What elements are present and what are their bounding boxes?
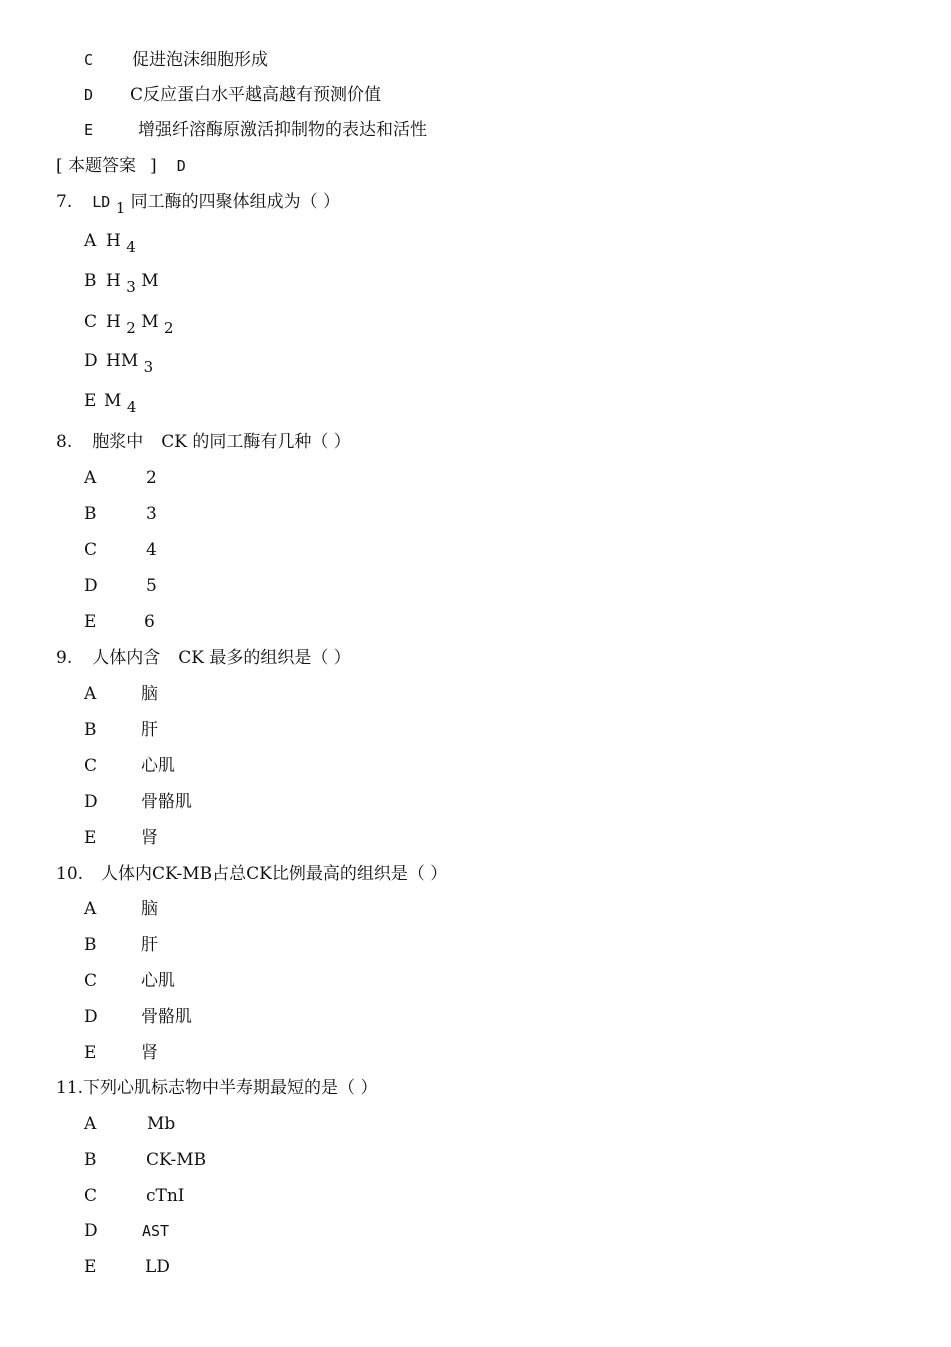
question-number: 10. xyxy=(56,864,84,884)
option-text: 肾 xyxy=(141,828,158,848)
stem-part: 同工酶的四聚体组成为（ ） xyxy=(130,192,341,212)
option-text: 增强纤溶酶原激活抑制物的表达和活性 xyxy=(138,120,427,140)
option-letter: E xyxy=(84,121,94,139)
stem-part: CK 最多的组织是（ ） xyxy=(178,648,351,668)
option-text: C反应蛋白水平越高越有预测价值 xyxy=(130,85,382,105)
option-text: 骨骼肌 xyxy=(141,1007,192,1027)
option-letter: B xyxy=(84,935,97,955)
option-letter: D xyxy=(84,86,94,104)
question-number: 8. xyxy=(56,432,73,452)
option-text: 心肌 xyxy=(141,756,175,776)
stem-part: LD xyxy=(92,193,111,211)
answer-value: D xyxy=(176,157,186,175)
option-text: 4 xyxy=(146,540,157,560)
question-number: 7. xyxy=(56,192,73,212)
option-letter: C xyxy=(84,971,98,991)
option-text: CK-MB xyxy=(146,1150,207,1170)
option-text: H 2 M 2 xyxy=(106,312,174,337)
option-letter: E xyxy=(84,391,97,411)
option-letter: C xyxy=(84,540,98,560)
option-letter: A xyxy=(84,899,97,919)
option-text: 脑 xyxy=(141,684,158,704)
option-letter: E xyxy=(84,1257,97,1277)
option-letter: A xyxy=(84,231,97,251)
option-letter: A xyxy=(84,684,97,704)
option-text: AST xyxy=(142,1222,170,1240)
option-text: H 4 xyxy=(106,231,136,256)
option-text: HM 3 xyxy=(106,351,154,376)
option-letter: B xyxy=(84,504,97,524)
option-text: M 4 xyxy=(104,391,137,416)
q11-stem xyxy=(56,1078,377,1100)
option-text: Mb xyxy=(147,1114,176,1134)
stem-part: 人体内含 xyxy=(92,648,161,668)
option-letter: A xyxy=(84,1114,97,1134)
question-number: 9. xyxy=(56,648,73,668)
option-letter: D xyxy=(84,792,98,812)
answer-prefix: [ 本题答案 xyxy=(56,156,137,176)
option-letter: C xyxy=(84,51,94,69)
option-text: LD xyxy=(145,1257,170,1277)
q10-stem xyxy=(56,864,447,886)
option-letter: E xyxy=(84,612,97,632)
stem-part: 胞浆中 xyxy=(92,432,144,452)
option-text: 肝 xyxy=(141,720,158,740)
q8-stem xyxy=(56,432,351,454)
option-letter: E xyxy=(84,828,97,848)
option-letter: D xyxy=(84,351,98,371)
option-letter: C xyxy=(84,756,98,776)
option-letter: D xyxy=(84,576,98,596)
stem-text: 人体内CK-MB占总CK比例最高的组织是（ ） xyxy=(101,864,448,884)
option-letter: B xyxy=(84,1150,97,1170)
option-text: cTnⅠ xyxy=(146,1186,185,1206)
option-text: 心肌 xyxy=(141,971,175,991)
option-text: 骨骼肌 xyxy=(141,792,192,812)
option-text: 3 xyxy=(146,504,157,524)
option-letter: D xyxy=(84,1007,98,1027)
answer-bracket: ] xyxy=(150,156,157,176)
q7-stem xyxy=(56,192,341,217)
option-text: 肝 xyxy=(141,935,158,955)
stem-text: 下列心肌标志物中半寿期最短的是（ ） xyxy=(83,1078,378,1098)
question-number: 11. xyxy=(56,1078,84,1098)
option-text: 肾 xyxy=(141,1043,158,1063)
option-text: 脑 xyxy=(141,899,158,919)
option-letter: E xyxy=(84,1043,97,1063)
option-letter: B xyxy=(84,720,97,740)
option-letter: A xyxy=(84,468,97,488)
option-text: 6 xyxy=(144,612,155,632)
option-letter: C xyxy=(84,312,98,332)
q6-answer xyxy=(56,156,186,178)
stem-part: CK 的同工酶有几种（ ） xyxy=(161,432,351,452)
option-text: 5 xyxy=(146,576,157,596)
option-letter: B xyxy=(84,271,97,291)
option-text: H 3 M xyxy=(106,271,159,296)
q9-stem xyxy=(56,648,351,670)
subscript: 1 xyxy=(115,199,126,217)
option-letter: C xyxy=(84,1186,98,1206)
option-text: 促进泡沫细胞形成 xyxy=(132,50,268,70)
option-text: 2 xyxy=(146,468,157,488)
option-letter: D xyxy=(84,1221,98,1241)
